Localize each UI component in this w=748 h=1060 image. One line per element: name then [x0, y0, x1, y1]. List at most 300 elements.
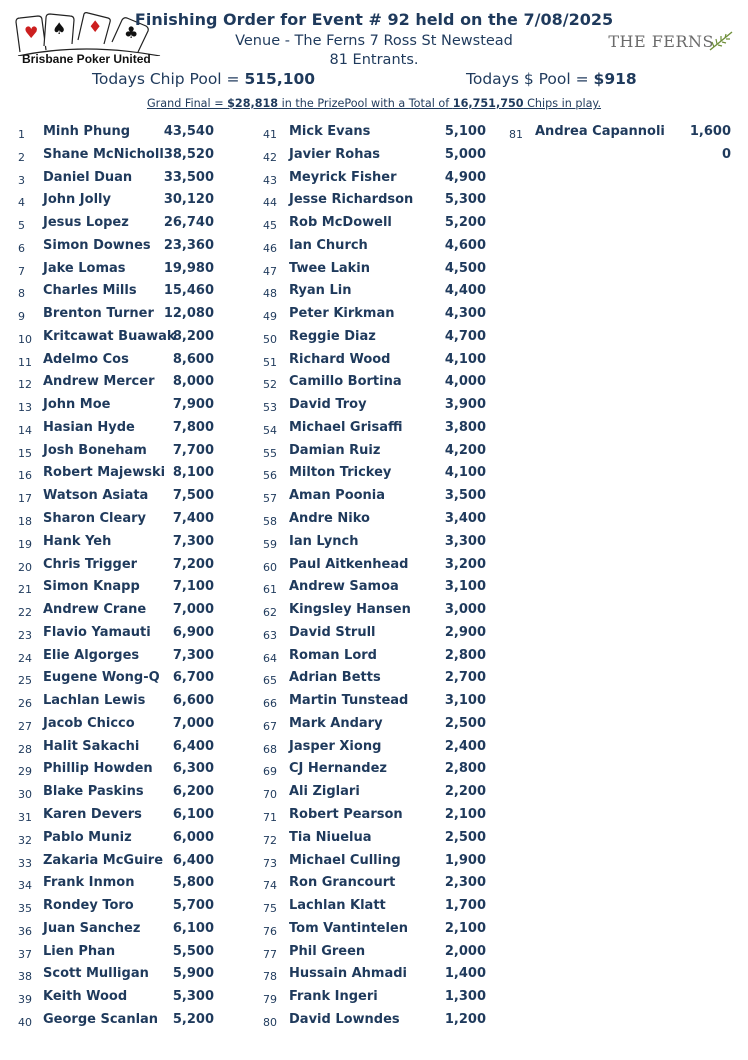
chip-count: 5,200 — [172, 1011, 214, 1027]
chip-count: 4,400 — [444, 283, 486, 299]
player-name: Robert Pearson — [289, 806, 403, 822]
finish-position: 55 — [263, 446, 277, 460]
finish-position: 7 — [18, 264, 25, 278]
finish-position: 23 — [18, 628, 32, 642]
chip-pool-label: Todays Chip Pool = — [92, 70, 245, 88]
result-row — [18, 440, 218, 463]
result-row — [263, 280, 489, 303]
chip-count: 2,800 — [444, 647, 486, 663]
finish-position: 79 — [263, 993, 277, 1007]
result-row — [18, 462, 218, 485]
cash-pool-value: $918 — [593, 70, 637, 88]
player-name: Ryan Lin — [289, 283, 352, 299]
result-row — [263, 850, 489, 873]
chip-count: 2,700 — [444, 670, 486, 686]
finish-position: 8 — [18, 287, 25, 301]
chip-count: 43,540 — [163, 124, 214, 139]
chip-count: 2,100 — [444, 920, 486, 936]
results-column-2 — [263, 121, 489, 1032]
finish-position: 63 — [263, 628, 277, 642]
player-name: Adelmo Cos — [43, 351, 129, 367]
result-row — [263, 235, 489, 258]
chip-count: 6,100 — [172, 920, 214, 936]
chip-count: 26,740 — [163, 215, 214, 231]
finish-position: 37 — [18, 947, 32, 961]
result-row — [263, 394, 489, 417]
player-name: Phillip Howden — [43, 761, 153, 777]
player-name: Minh Phung — [43, 124, 131, 139]
chip-count: 6,400 — [172, 852, 214, 868]
player-name: Karen Devers — [43, 806, 142, 822]
player-name: George Scanlan — [43, 1011, 159, 1027]
chip-count: 8,100 — [172, 465, 214, 481]
player-name: Zakaria McGuire — [43, 852, 164, 868]
finish-position: 27 — [18, 719, 32, 733]
player-name: Halit Sakachi — [43, 738, 140, 754]
player-name: Hasian Hyde — [43, 419, 135, 435]
player-name: Roman Lord — [289, 647, 377, 663]
chip-count: 4,900 — [444, 169, 486, 185]
result-row — [18, 872, 218, 895]
finish-position: 46 — [263, 241, 277, 255]
player-name: Jake Lomas — [43, 260, 126, 276]
result-row — [18, 349, 218, 372]
player-name: Josh Boneham — [43, 442, 147, 458]
result-row — [263, 1009, 489, 1032]
finish-position: 59 — [263, 537, 277, 551]
result-row — [18, 326, 218, 349]
player-name: Frank Inmon — [43, 875, 135, 891]
chip-count: 3,000 — [444, 602, 486, 618]
result-row — [263, 258, 489, 281]
finish-position: 38 — [18, 970, 32, 984]
result-row — [18, 485, 218, 508]
result-row — [18, 280, 218, 303]
finish-position: 31 — [18, 810, 32, 824]
chip-count: 5,500 — [172, 943, 214, 959]
finish-position: 16 — [18, 469, 32, 483]
grand-final-text-1: Grand Final = — [146, 97, 228, 110]
player-name: Meyrick Fisher — [289, 169, 397, 185]
result-row — [263, 622, 489, 645]
result-row — [18, 645, 218, 668]
finish-position: 18 — [18, 515, 32, 529]
chip-count: 5,700 — [172, 898, 214, 914]
chip-count: 4,600 — [444, 237, 486, 253]
chip-count: 7,700 — [172, 442, 214, 458]
result-row — [18, 758, 218, 781]
finish-position: 3 — [18, 173, 25, 187]
logo-name: Brisbane Poker United — [22, 52, 151, 66]
finish-position: 36 — [18, 924, 32, 938]
chip-count: 6,000 — [172, 829, 214, 845]
chip-count: 8,000 — [172, 374, 214, 390]
player-name: Martin Tunstead — [289, 693, 409, 709]
finish-position: 28 — [18, 742, 32, 756]
player-name: Elie Algorges — [43, 647, 140, 663]
finish-position: 17 — [18, 492, 32, 506]
player-name: Hussain Ahmadi — [289, 966, 408, 982]
result-row — [263, 963, 489, 986]
finish-position: 25 — [18, 674, 32, 688]
result-row — [18, 167, 218, 190]
player-name: Twee Lakin — [289, 260, 371, 276]
result-row — [263, 941, 489, 964]
finish-position: 34 — [18, 879, 32, 893]
chip-count: 3,200 — [444, 556, 486, 572]
chip-count: 2,100 — [444, 806, 486, 822]
finish-position: 53 — [263, 401, 277, 415]
player-name: Daniel Duan — [43, 169, 133, 185]
chip-count: 4,100 — [444, 465, 486, 481]
finish-position: 60 — [263, 560, 277, 574]
result-row — [18, 417, 218, 440]
finish-position: 70 — [263, 788, 277, 802]
result-row — [263, 736, 489, 759]
finish-position: 56 — [263, 469, 277, 483]
player-name: Hank Yeh — [43, 533, 112, 549]
chip-count: 23,360 — [163, 237, 214, 253]
result-row — [18, 736, 218, 759]
chip-count: 2,500 — [444, 715, 486, 731]
player-name: Pablo Muniz — [43, 829, 132, 845]
chip-count: 2,900 — [444, 624, 486, 640]
finish-position: 12 — [18, 378, 32, 392]
result-row — [18, 690, 218, 713]
result-row — [263, 508, 489, 531]
player-name: CJ Hernandez — [289, 761, 387, 777]
player-name: David Lowndes — [289, 1011, 400, 1027]
finish-position: 48 — [263, 287, 277, 301]
player-name: Simon Downes — [43, 237, 151, 253]
result-row — [18, 599, 218, 622]
chip-count: 5,300 — [444, 192, 486, 208]
chip-count: 7,800 — [172, 419, 214, 435]
finish-position: 64 — [263, 651, 277, 665]
player-name: Jesse Richardson — [289, 192, 414, 208]
player-name: Lachlan Lewis — [43, 693, 146, 709]
result-row — [18, 781, 218, 804]
player-name: Damian Ruiz — [289, 442, 381, 458]
result-row — [18, 941, 218, 964]
result-row — [18, 963, 218, 986]
finish-position: 26 — [18, 697, 32, 711]
player-name: Andre Niko — [289, 511, 370, 527]
finish-position: 14 — [18, 423, 32, 437]
player-name: Richard Wood — [289, 351, 391, 367]
chip-count: 3,100 — [444, 579, 486, 595]
player-name: Javier Rohas — [289, 146, 380, 162]
chip-count: 2,400 — [444, 738, 486, 754]
result-row — [263, 167, 489, 190]
chip-count: 1,700 — [444, 898, 486, 914]
result-row — [263, 872, 489, 895]
player-name: Ron Grancourt — [289, 875, 396, 891]
finish-position: 44 — [263, 196, 277, 210]
finish-position: 52 — [263, 378, 277, 392]
player-name: Rob McDowell — [289, 215, 392, 231]
chip-count: 12,080 — [163, 306, 214, 322]
chip-count: 5,100 — [444, 124, 486, 139]
result-row — [18, 258, 218, 281]
finish-position: 9 — [18, 310, 25, 324]
player-name: Eugene Wong-Q — [43, 670, 160, 686]
finish-position: 71 — [263, 810, 277, 824]
finish-position: 65 — [263, 674, 277, 688]
chip-count: 0 — [721, 146, 731, 162]
finish-position: 75 — [263, 902, 277, 916]
chip-count: 7,000 — [172, 715, 214, 731]
finish-position: 5 — [18, 219, 25, 233]
chip-count: 7,000 — [172, 602, 214, 618]
player-name: John Jolly — [43, 192, 111, 208]
result-row — [263, 576, 489, 599]
results-column-1 — [18, 121, 218, 1032]
chip-count: 5,300 — [172, 989, 214, 1005]
finish-position: 22 — [18, 606, 32, 620]
player-name: Blake Paskins — [43, 784, 144, 800]
result-row — [263, 485, 489, 508]
result-row — [509, 144, 735, 167]
result-row — [263, 986, 489, 1009]
svg-text:♣: ♣ — [124, 23, 139, 42]
player-name: Juan Sanchez — [43, 920, 141, 936]
player-name: Andrea Capannoli — [535, 124, 665, 139]
player-name: Adrian Betts — [289, 670, 381, 686]
chip-count: 38,520 — [163, 146, 214, 162]
player-name: Andrew Mercer — [43, 374, 155, 390]
result-row — [18, 394, 218, 417]
finish-position: 10 — [18, 332, 32, 346]
finish-position: 42 — [263, 150, 277, 164]
chip-count: 2,500 — [444, 829, 486, 845]
finish-position: 49 — [263, 310, 277, 324]
chip-count: 7,500 — [172, 488, 214, 504]
result-row — [263, 781, 489, 804]
player-name: David Strull — [289, 624, 376, 640]
finish-position: 81 — [509, 128, 523, 141]
player-name: Aman Poonia — [289, 488, 386, 504]
chip-count: 1,900 — [444, 852, 486, 868]
finish-position: 78 — [263, 970, 277, 984]
finish-position: 24 — [18, 651, 32, 665]
result-row — [18, 576, 218, 599]
result-row — [18, 508, 218, 531]
finish-position: 80 — [263, 1015, 277, 1029]
chip-count: 1,300 — [444, 989, 486, 1005]
chip-pool-value: 515,100 — [244, 70, 316, 88]
result-row — [263, 827, 489, 850]
player-name: Reggie Diaz — [289, 328, 376, 344]
result-row — [263, 144, 489, 167]
finish-position: 33 — [18, 856, 32, 870]
finish-position: 74 — [263, 879, 277, 893]
result-row — [263, 918, 489, 941]
player-name: Camillo Bortina — [289, 374, 402, 390]
chip-count: 5,900 — [172, 966, 214, 982]
chip-count: 30,120 — [163, 192, 214, 208]
result-row — [18, 121, 218, 144]
result-row — [263, 189, 489, 212]
finish-position: 30 — [18, 788, 32, 802]
chip-count: 7,300 — [172, 647, 214, 663]
chip-count: 6,900 — [172, 624, 214, 640]
chip-count: 15,460 — [163, 283, 214, 299]
result-row — [18, 986, 218, 1009]
finish-position: 61 — [263, 583, 277, 597]
chip-count: 6,700 — [172, 670, 214, 686]
chip-pool — [92, 70, 315, 88]
chip-count: 4,200 — [444, 442, 486, 458]
chip-count: 7,300 — [172, 533, 214, 549]
chip-count: 4,700 — [444, 328, 486, 344]
cash-pool — [466, 70, 637, 88]
player-name: Tia Niuelua — [289, 829, 372, 845]
finish-position: 21 — [18, 583, 32, 597]
finish-position: 40 — [18, 1015, 32, 1029]
player-name: David Troy — [289, 397, 367, 413]
player-name: Kritcawat Buawak — [43, 328, 176, 344]
result-row — [263, 667, 489, 690]
chip-count: 3,500 — [444, 488, 486, 504]
chip-count: 2,800 — [444, 761, 486, 777]
player-name: Jesus Lopez — [43, 215, 129, 231]
result-row — [509, 121, 735, 144]
chip-count: 3,300 — [444, 533, 486, 549]
result-row — [18, 303, 218, 326]
result-row — [263, 371, 489, 394]
chip-count: 7,100 — [172, 579, 214, 595]
player-name: Flavio Yamauti — [43, 624, 151, 640]
finish-position: 47 — [263, 264, 277, 278]
chip-count: 6,300 — [172, 761, 214, 777]
finish-position: 68 — [263, 742, 277, 756]
finish-position: 67 — [263, 719, 277, 733]
finish-position: 69 — [263, 765, 277, 779]
finish-position: 43 — [263, 173, 277, 187]
finish-position: 73 — [263, 856, 277, 870]
chip-count: 3,100 — [444, 693, 486, 709]
chip-count: 1,600 — [689, 124, 731, 139]
result-row — [263, 121, 489, 144]
player-name: Shane McNicholl — [43, 146, 164, 162]
result-row — [263, 349, 489, 372]
page-title: Finishing Order for Event # 92 held on the 7/08/2025 — [134, 10, 614, 29]
venue-line: Venue - The Ferns 7 Ross St Newstead — [235, 33, 513, 49]
result-row — [18, 918, 218, 941]
chip-count: 7,900 — [172, 397, 214, 413]
player-name: Peter Kirkman — [289, 306, 395, 322]
finish-position: 13 — [18, 401, 32, 415]
finish-position: 50 — [263, 332, 277, 346]
chip-count: 6,600 — [172, 693, 214, 709]
player-name: Frank Ingeri — [289, 989, 378, 1005]
chip-count: 8,600 — [172, 351, 214, 367]
player-name: Chris Trigger — [43, 556, 138, 572]
player-name: Michael Culling — [289, 852, 401, 868]
result-row — [263, 326, 489, 349]
chip-count: 4,100 — [444, 351, 486, 367]
player-name: Milton Trickey — [289, 465, 392, 481]
finish-position: 45 — [263, 219, 277, 233]
chip-count: 6,400 — [172, 738, 214, 754]
result-row — [18, 212, 218, 235]
player-name: Tom Vantintelen — [289, 920, 409, 936]
svg-text:♠: ♠ — [52, 19, 67, 38]
player-name: Lachlan Klatt — [289, 898, 386, 914]
result-row — [18, 235, 218, 258]
result-row — [263, 417, 489, 440]
player-name: Paul Aitkenhead — [289, 556, 409, 572]
chip-count: 3,900 — [444, 397, 486, 413]
chip-count: 5,200 — [444, 215, 486, 231]
finish-position: 6 — [18, 241, 25, 255]
chip-count: 1,400 — [444, 966, 486, 982]
result-row — [263, 554, 489, 577]
grand-final-text-3: Chips in play. — [523, 97, 602, 110]
finish-position: 4 — [18, 196, 25, 210]
chip-count: 6,200 — [172, 784, 214, 800]
finish-position: 1 — [18, 128, 25, 141]
result-row — [263, 303, 489, 326]
player-name: Ian Church — [289, 237, 368, 253]
player-name: Jasper Xiong — [289, 738, 382, 754]
chip-count: 8,200 — [172, 328, 214, 344]
finish-position: 51 — [263, 355, 277, 369]
result-row — [18, 371, 218, 394]
player-name: Sharon Cleary — [43, 511, 146, 527]
result-row — [263, 440, 489, 463]
result-row — [18, 713, 218, 736]
result-row — [18, 531, 218, 554]
player-name: Scott Mulligan — [43, 966, 149, 982]
result-row — [18, 189, 218, 212]
grand-final-chips: 16,751,750 — [452, 97, 524, 110]
chip-count: 33,500 — [163, 169, 214, 185]
chip-count: 5,000 — [444, 146, 486, 162]
player-name: Rondey Toro — [43, 898, 134, 914]
cash-pool-label: Todays $ Pool = — [466, 70, 594, 88]
finish-position: 66 — [263, 697, 277, 711]
chip-count: 19,980 — [163, 260, 214, 276]
player-name: Mark Andary — [289, 715, 383, 731]
chip-count: 7,400 — [172, 511, 214, 527]
finish-position: 57 — [263, 492, 277, 506]
chip-count: 1,200 — [444, 1011, 486, 1027]
chip-count: 2,300 — [444, 875, 486, 891]
result-row — [263, 462, 489, 485]
finish-position: 32 — [18, 833, 32, 847]
player-name: Watson Asiata — [43, 488, 149, 504]
player-name: Charles Mills — [43, 283, 137, 299]
grand-final-text-2: in the PrizePool with a Total of — [278, 97, 453, 110]
finish-position: 11 — [18, 355, 32, 369]
result-row — [263, 804, 489, 827]
chip-count: 2,200 — [444, 784, 486, 800]
finish-position: 19 — [18, 537, 32, 551]
entrants-line: 81 Entrants. — [329, 52, 419, 68]
chip-count: 4,300 — [444, 306, 486, 322]
svg-text:♥: ♥ — [24, 23, 39, 42]
result-row — [18, 895, 218, 918]
chip-count: 7,200 — [172, 556, 214, 572]
player-name: Keith Wood — [43, 989, 128, 1005]
result-row — [263, 645, 489, 668]
result-row — [18, 554, 218, 577]
chip-count: 3,800 — [444, 419, 486, 435]
results-column-3 — [509, 121, 735, 167]
result-row — [263, 895, 489, 918]
